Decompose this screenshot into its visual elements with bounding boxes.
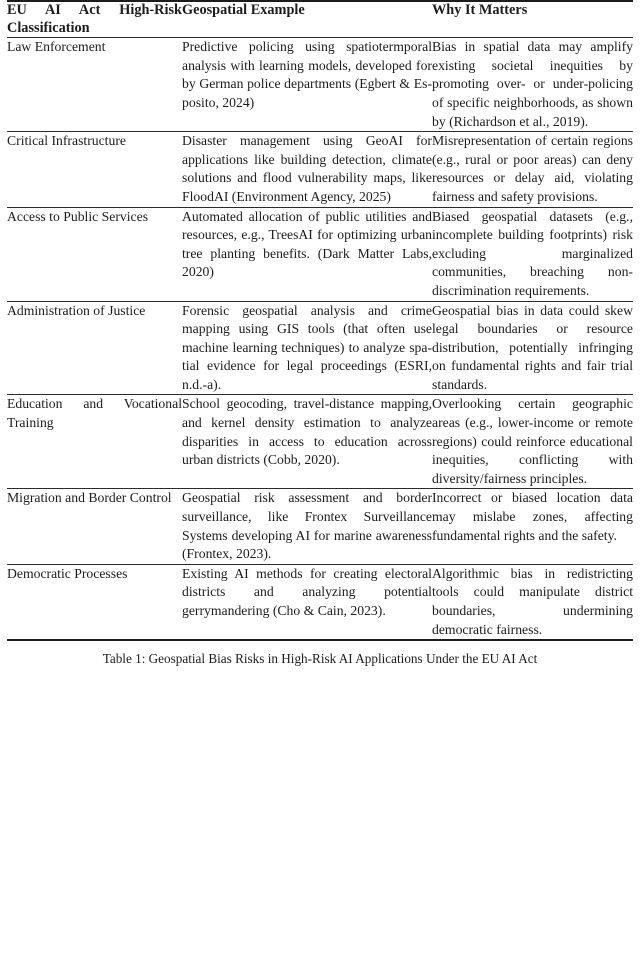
table-row [7,207,633,301]
cell-why-it-matters: Biased geospatial datasets (e.g., incomplete building footprints) risk excluding marginalized communities, breaching non-discrimination requirements. [432,207,633,301]
table-row [7,489,633,564]
table-row [7,301,633,395]
table-row [7,132,633,207]
cell-why-it-matters: Incorrect or biased location data may mislabe zones, affecting fundamental rights and the safety. [432,489,633,564]
table-caption: Table 1: Geospatial Bias Risks in High-Risk AI Applications Under the EU AI Act [102,651,538,667]
cell-geospatial-example: Predictive policing using spatiotermporal analysis with learning models, developed for by German police departments (Egbert & Esposito, 2024) [182,38,432,132]
cell-classification: Education and Vocational Training [7,395,182,489]
table-row [7,38,633,132]
cell-classification: Access to Public Services [7,207,182,301]
cell-classification: Law Enforcement [7,38,182,132]
column-header-geospatial-example: Geospatial Example [182,1,432,38]
cell-geospatial-example: Forensic geospatial analysis and crime mapping using GIS tools (that often use machine learning techniques) to analyze spatial evidence for legal proceedings (ESRI, n.d.-a). [182,301,432,395]
risk-classification-table [7,0,633,641]
table-header-row [7,1,633,38]
table-body [7,38,633,641]
cell-why-it-matters: Algorithmic bias in redistricting tools could manipulate district boundaries, undermining democratic fairness. [432,564,633,640]
cell-classification: Critical Infrastructure [7,132,182,207]
cell-classification: Migration and Border Control [7,489,182,564]
cell-why-it-matters: Overlooking certain geographic areas (e.g., lower-income or remote regions) could reinforce educational inequities, conflicting with diversity/fairness principles. [432,395,633,489]
column-header-classification: EU AI Act High-Risk Classification [7,1,182,38]
cell-geospatial-example: School geocoding, travel-distance mapping, and kernel density estimation to analyze disparities in access to education across urban districts (Cobb, 2020). [182,395,432,489]
cell-why-it-matters: Geospatial bias in data could skew legal boundaries or resource distribution, potentially infringing on fundamental rights and fair trial standards. [432,301,633,395]
cell-geospatial-example: Disaster management using GeoAI for applications like building detection, climate solutions and flood vulnerability maps, like FloodAI (Environment Agency, 2025) [182,132,432,207]
table-row [7,564,633,640]
cell-classification: Administration of Justice [7,301,182,395]
table-header [7,1,633,38]
cell-classification: Democratic Processes [7,564,182,640]
table-row [7,395,633,489]
cell-geospatial-example: Automated allocation of public utilities and resources, e.g., TreesAI for optimizing urban tree planting benefits. (Dark Matter Labs, 2020) [182,207,432,301]
cell-why-it-matters: Misrepresentation of certain regions (e.g., rural or poor areas) can deny resources or delay aid, violating fairness and safety provisions. [432,132,633,207]
column-header-why-it-matters: Why It Matters [432,1,633,38]
cell-geospatial-example: Geospatial risk assessment and border surveillance, like Frontex Surveillance Systems developing AI for marine awareness (Frontex, 2023). [182,489,432,564]
cell-geospatial-example: Existing AI methods for creating electoral districts and analyzing potential gerrymandering (Cho & Cain, 2023). [182,564,432,640]
cell-why-it-matters: Bias in spatial data may amplify existing societal inequities by promoting over- or under-policing of specific neighborhoods, as shown by (Richardson et al., 2019). [432,38,633,132]
